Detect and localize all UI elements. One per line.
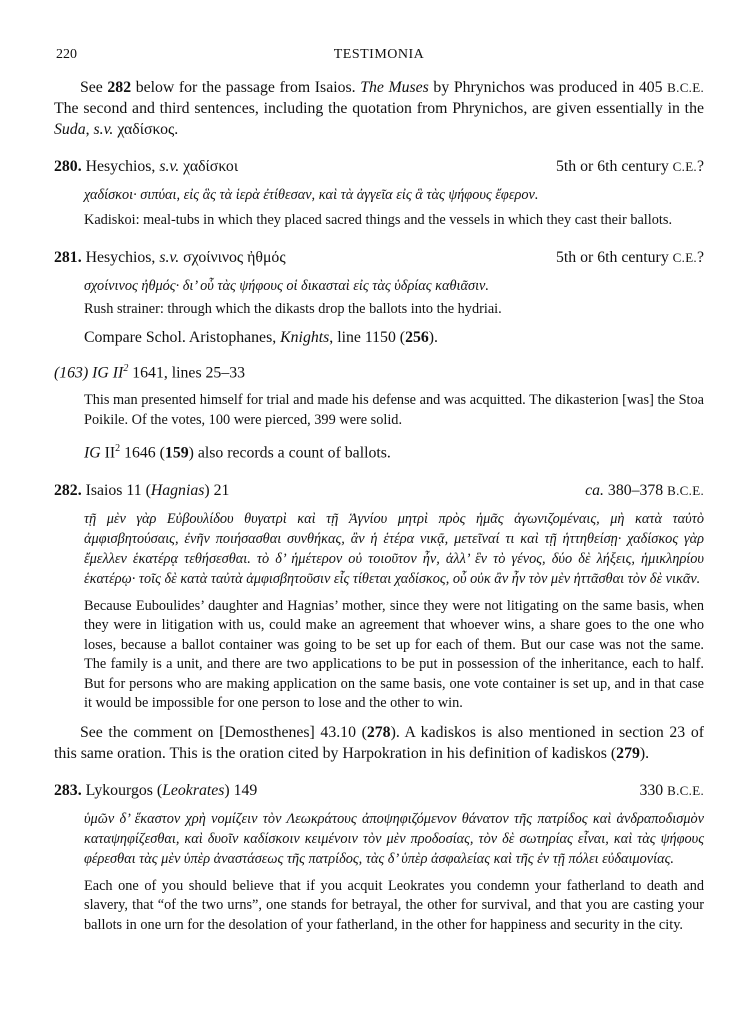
entry-282-heading: 282. Isaios 11 (Hagnias) 21 ca. 380–378 B.C.E. (54, 481, 704, 499)
entry-283-greek: ὑμῶν δ’ ἕκαστον χρὴ νομίζειν τὸν Λεωκράτους ἀποψηφιζόμενον θάνατον τῆς πατρίδος καὶ ἀνδραποδισμὸν καταψηφίζεσθαι, καὶ δυοῖν καδίσκοιν κειμένοιν τὸν μὲν προδοσίας, τὸν δὲ σωτηρίας εἶναι, καὶ τὰς ψήφους φέρεσθαι τὰς μὲν ὑπὲρ ἀναστάσεως τῆς πατρίδος, τὰς δ’ ὑπὲρ ἀσφαλείας καὶ τῆς ἐν τῇ πόλει εὐδαιμονίας. (84, 810, 704, 867)
entry-280-greek: χαδίσκοι· σιπύαι, εἰς ἃς τὰ ἱερὰ ἐτίθεσαν, καὶ τὰ ἀγγεῖα εἰς ἃ τὰς ψήφους ἔφερον. (84, 187, 539, 203)
page-number: 220 (56, 47, 77, 62)
running-title: TESTIMONIA (333, 47, 425, 62)
entry-282-translation: Because Euboulides’ daughter and Hagnias’ mother, since they were not litigating on the same basis, when they were in litigation with us, could make an agreement that whoever wins, a share goes to the one who loses, because a ballot container was going to be set up for each of them. But our case was not the same. The family is a unit, and there are two applications to be put in possession of the inheritance, each to half. But for persons who are making application on the same basis, one vote container is set up, and in that case it would be impossible for one person to lose and the other to win. (84, 597, 704, 712)
entry-283-heading: 283. Lykourgos (Leokrates) 149 330 B.C.E. (54, 781, 704, 799)
entry-280-date: 5th or 6th century C.E.? (555, 158, 704, 175)
entry-282-comment: See the comment on [Demosthenes] 43.10 (278). A kadiskos is also mentioned in section 23 of this same oration. This is the oration cited by Harpokration in his definition of kadiskos (279). (54, 723, 704, 762)
entry-163-translation: This man presented himself for trial and made his defense and was acquitted. The dikasterion [was] the Stoa Poikile. Of the votes, 100 were pierced, 399 were solid. (84, 392, 704, 428)
entry-281-translation: Rush strainer: through which the dikasts drop the ballots into the hydriai. (84, 300, 502, 317)
entry-283-translation: Each one of you should believe that if you acquit Leokrates you condemn your fatherland to death and slavery, that “of the two urns”, one stands for betrayal, the other for survival, and that you are casting your ballots in one urn for the desolation of your fatherland, in the other for happiness and security in the city. (84, 877, 704, 933)
entry-281-greek: σχοίνινος ἠθμός· δι’ οὗ τὰς ψήφους οἱ δικασταὶ εἰς τὰς ὑδρίας καθιᾶσιν. (84, 277, 489, 294)
intro-paragraph: See 282 below for the passage from Isaios. The Muses by Phrynichos was produced in 405 B.C.E. The second and third sentences, including the quotation from Phrynichos, are given essentially in the Suda, s.v. χαδίσκος. (54, 79, 705, 138)
entry-281-heading: 281. Hesychios, s.v. σχοίνινος ἠθμός 5th or 6th century C.E.? (54, 248, 704, 266)
entry-282-greek: τῇ μὲν γὰρ Εὐβουλίδου θυγατρὶ καὶ τῇ Ἁγνίου μητρὶ πρὸς ἡμᾶς ἀγωνιζομέναις, μὴ κατὰ ταὐτὸ ἀμφισβητούσαις, ἐνῆν ποιήσασθαι συνθήκας, ἂν ἡ ἑτέρα νικᾷ, μετεῖναί τι καὶ τῇ ἡττηθείσῃ· χαδίσκος γὰρ ἔμελλεν ἑκατέρᾳ τεθήσεσθαι. τὸ δ’ ἡμέτερον οὐ τοιοῦτον ἦν, ἀλλ’ ἓν τὸ γένος, δύο δὲ λήξεις, ἡμικληρίου ἑκατέρῳ· τοῖς δὲ κατὰ ταὐτὰ ἀμφισβητοῦσιν εἷς τίθεται χαδίσκος, οὗ οὐκ ἂν ἦν τὸν μὲν ἡττᾶσθαι τὸν δὲ νικᾶν. (84, 510, 704, 587)
book-page (54, 45, 704, 935)
entry-283-date: 330 B.C.E. (639, 781, 704, 799)
entry-282-date: ca. 380–378 B.C.E. (585, 481, 704, 499)
entry-280-translation: Kadiskoi: meal-tubs in which they placed sacred things and the vessels in which they cast their ballots. (84, 212, 673, 228)
entry-163-heading: (163) IG $II^2$ 1641, lines 25–33 (54, 363, 246, 382)
entry-280-heading: 280. Hesychios, s.v. χαδίσκοι 5th or 6th century C.E.? (54, 158, 704, 175)
entry-281-date: 5th or 6th century C.E.? (555, 248, 704, 266)
entry-163-note: IG $II^2$ 1646 (159) also records a count of ballots. (84, 443, 391, 462)
entry-281-compare: Compare Schol. Aristophanes, Knights, line 1150 (256). (84, 329, 438, 346)
running-header (54, 45, 704, 67)
